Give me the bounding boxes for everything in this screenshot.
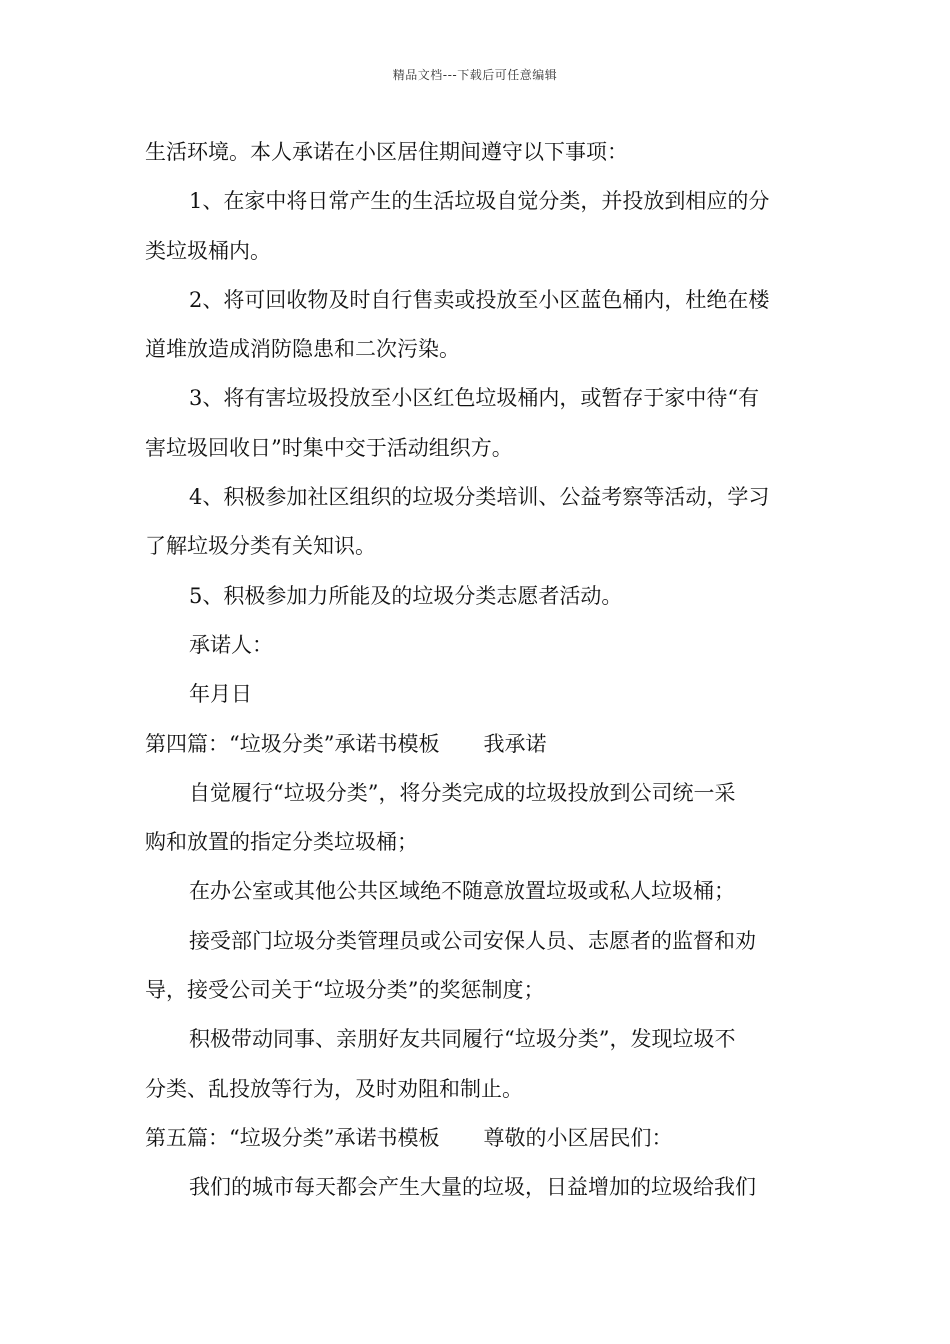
section-title: 第五篇：“垃圾分类”承诺书模板 [145, 1125, 440, 1150]
paragraph-line [145, 526, 809, 575]
line-text: 在办公室或其他公共区域绝不随意放置垃圾或私人垃圾桶； [189, 879, 735, 904]
section-opening-text: 尊敬的小区居民们： [483, 1125, 673, 1150]
line-text: 导，接受公司关于“垃圾分类”的奖惩制度； [145, 978, 545, 1003]
line-text: 2、将可回收物及时自行售卖或投放至小区蓝色桶内，杜绝在楼 [189, 287, 770, 312]
line-text: 接受部门垃圾分类管理员或公司安保人员、志愿者的监督和劝 [189, 928, 756, 953]
line-text: 道堆放造成消防隐患和二次污染。 [145, 337, 460, 362]
line-text: 了解垃圾分类有关知识。 [145, 534, 376, 559]
line-text: 分类、乱投放等行为，及时劝阻和制止。 [145, 1076, 523, 1101]
line-text: 年月日 [189, 682, 252, 707]
paragraph-line [145, 132, 809, 181]
paragraph-line [145, 970, 809, 1019]
line-text: 购和放置的指定分类垃圾桶； [145, 830, 418, 855]
paragraph-line [145, 477, 809, 526]
line-text: 生活环境。本人承诺在小区居住期间遵守以下事项： [145, 140, 628, 164]
page-header: 精品文档---下载后可任意编辑 [392, 68, 558, 82]
line-text: 3、将有害垃圾投放至小区红色垃圾桶内，或暂存于家中待“有 [189, 386, 760, 411]
paragraph-line [145, 822, 809, 871]
line-text: 5、积极参加力所能及的垃圾分类志愿者活动。 [189, 583, 623, 608]
line-text: 自觉履行“垃圾分类”，将分类完成的垃圾投放到公司统一采 [189, 780, 736, 805]
document-body [145, 132, 809, 1217]
paragraph-line [145, 181, 809, 230]
paragraph-line [145, 378, 809, 427]
section-heading-line [145, 1118, 809, 1167]
paragraph-line [145, 871, 809, 920]
line-text: 害垃圾回收日”时集中交于活动组织方。 [145, 435, 513, 460]
paragraph-line [145, 625, 809, 674]
line-text: 我们的城市每天都会产生大量的垃圾，日益增加的垃圾给我们 [189, 1175, 756, 1200]
paragraph-line [145, 428, 809, 477]
section-heading-line [145, 724, 809, 773]
paragraph-line [145, 280, 809, 329]
line-text: 1、在家中将日常产生的生活垃圾自觉分类，并投放到相应的分 [189, 189, 770, 214]
paragraph-line [145, 1019, 809, 1068]
paragraph-line [145, 674, 809, 723]
paragraph-line [145, 773, 809, 822]
line-text: 类垃圾桶内。 [145, 238, 271, 263]
paragraph-line [145, 329, 809, 378]
line-text: 承诺人： [189, 632, 273, 657]
line-text: 积极带动同事、亲朋好友共同履行“垃圾分类”，发现垃圾不 [189, 1027, 736, 1052]
paragraph-line [145, 1069, 809, 1118]
paragraph-line [145, 231, 809, 280]
paragraph-line [145, 1167, 809, 1216]
line-text: 4、积极参加社区组织的垃圾分类培训、公益考察等活动，学习 [189, 485, 770, 510]
section-opening-text: 我承诺 [483, 731, 547, 756]
section-title: 第四篇：“垃圾分类”承诺书模板 [145, 731, 440, 756]
paragraph-line [145, 576, 809, 625]
paragraph-line [145, 921, 809, 970]
